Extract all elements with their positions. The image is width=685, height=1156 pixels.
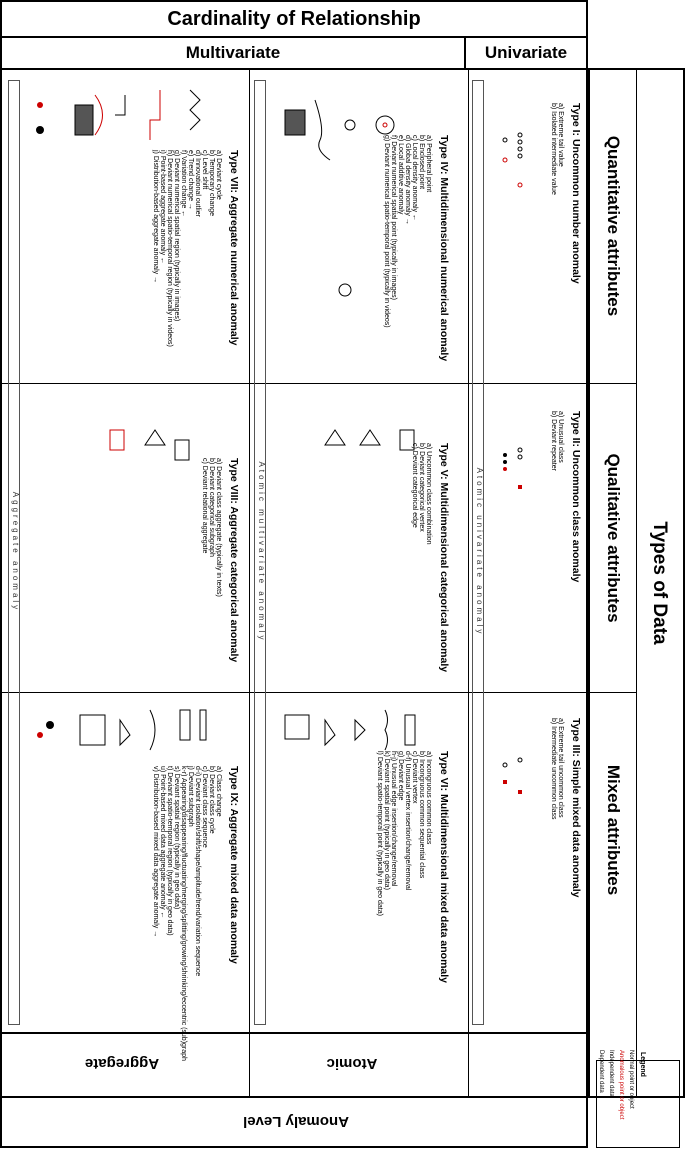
type-4-item: g) Deviant numerical spatio-temporal point (typically in videos): [383, 135, 390, 328]
type-9-item: j) Deviant subgraph: [187, 766, 194, 827]
type-9-item: v) Distribution-based mixed data aggregate anomaly →: [152, 766, 159, 938]
type-4-item: c) Local density anomaly ←: [411, 135, 418, 221]
type-7-item: d) Innovational outlier: [194, 150, 201, 217]
type-9-item: d-i) Deviant isolation/shift/shape/amplitude/trend/variation sequence: [194, 766, 201, 977]
type-1-illustration: [503, 133, 522, 187]
type-1-item: a) Extreme tail value: [557, 103, 564, 167]
header-title: Cardinality of Relationship: [167, 7, 421, 30]
type-9-illustration: [37, 710, 206, 750]
type-7-item: h) Deviant numerical spatio-temporal region (typically in videos): [166, 150, 173, 347]
type-4-title: Type IV: Multidimensional numerical anomaly: [438, 135, 450, 362]
legend-independent: Independent data: [608, 1050, 614, 1097]
type-8-item: b) Deviant categorical subgraph: [208, 458, 215, 557]
type-7-item: j) Distribution-based aggregate anomaly →: [152, 150, 159, 284]
type-5-title: Type V: Multidimensional categorical anomaly: [438, 443, 450, 673]
type-4-item: e) Local additive anomaly: [397, 135, 404, 215]
legend-dependent: Dependent data: [598, 1050, 604, 1093]
type-7-item: f) Variation change ←: [180, 150, 187, 218]
aggregate-label: Aggregate: [84, 1055, 160, 1072]
type-9-item: u) Point-based mixed data aggregate anomaly ←: [159, 766, 166, 919]
type-9-title: Type IX: Aggregate mixed data anomaly: [228, 766, 240, 964]
type-3-title: Type III: Simple mixed data anomaly: [570, 718, 582, 898]
types-of-data-label: Types of Data: [649, 521, 670, 645]
type-9-item: b) Deviant class cycle: [208, 766, 215, 834]
type-5-item: c) Deviant categorical edge: [411, 443, 418, 528]
type-7-illustration: [36, 90, 200, 140]
legend-anomalous: Anomalous point or object: [618, 1050, 624, 1120]
type-7-item: e) Trend change →: [187, 150, 194, 210]
type-8-title: Type VIII: Aggregate categorical anomaly: [228, 458, 240, 663]
type-4-item: f) Deviant numerical spatial point (typically in images): [390, 135, 397, 300]
type-8-illustration: [110, 430, 189, 460]
type-9-item: s) Deviant spatial region (typically in geo data): [173, 766, 180, 910]
type-6-item: k) Deviant spatial point (typically in geo data): [383, 751, 390, 890]
type-7-item: i) Point-based aggregate anomaly ←: [159, 150, 166, 265]
type-1-title: Type I: Uncommon number anomaly: [570, 103, 582, 284]
type-3-item: b) Intermediate uncommon class: [550, 718, 557, 820]
type-6-item: d-f) Unusual vertex insertion/change/removal: [404, 751, 411, 891]
type-6-item: l) Deviant spatio-temporal point (typically in geo data): [376, 751, 383, 916]
type-5-item: b) Deviant categorical vertex: [418, 443, 425, 532]
type-7-title: Type VII: Aggregate numerical anomaly: [228, 150, 240, 346]
type-7-item: b) Temporary change: [208, 150, 215, 217]
type-9-item: a) Class change: [215, 766, 222, 817]
type-1-item: b) Isolated intermediate value: [550, 103, 557, 195]
type-6-item: h-j) Unusual edge insertion/change/removal: [390, 751, 397, 887]
multivariate-label: Multivariate: [185, 43, 281, 62]
type-3-illustration: [503, 758, 522, 794]
atomic-label: Atomic: [326, 1055, 378, 1072]
type-2-illustration: [503, 448, 522, 489]
type-4-item: a) Peripheral point: [425, 135, 432, 193]
type-6-item: c) Deviant vertex: [411, 751, 418, 804]
type-9-item: t) Deviant spatio-temporal region (typically in geo data): [166, 766, 173, 936]
type-9-item: c) Deviant class sequence: [201, 766, 208, 848]
type-2-item: a) Unusual class: [557, 411, 564, 463]
type-9-item: k-r) Appearing/disappearing/fluctuating/merging/splitting/growing/shrinking/eccentric (sub)graph: [180, 766, 187, 1061]
type-4-item: b) Enclosed point: [418, 135, 425, 190]
type-3-item: a) Extreme tail uncommon class: [557, 718, 564, 818]
mixed-label: Mixed attributes: [604, 764, 623, 896]
type-6-illustration: [285, 710, 415, 750]
type-6-item: a) Incongruous common class: [425, 751, 432, 845]
type-6-item: g) Deviant edge: [397, 751, 404, 801]
type-6-item: b) Incongruous common sequential class: [418, 751, 425, 879]
legend-normal: Normal point or object: [628, 1050, 634, 1109]
type-2-item: b) Deviant repeater: [550, 411, 557, 471]
strip-label: Atomic multivariate anomaly: [257, 461, 266, 643]
type-2-title: Type II: Uncommon class anomaly: [570, 411, 582, 583]
type-5-item: a) Uncommon class combination: [425, 443, 432, 545]
type-5-illustration: [325, 430, 414, 450]
legend-title: Legend: [639, 1052, 646, 1077]
strip-label: Atomic univariate anomaly: [475, 467, 484, 637]
quantitative-label: Quantitative attributes: [604, 135, 623, 317]
anomaly-level-label: Anomaly Level: [243, 1113, 349, 1130]
univariate-label: Univariate: [484, 43, 568, 62]
type-7-item: g) Deviant numerical spatial region (typically in images): [173, 150, 180, 322]
type-4-item: d) Global density anomaly →: [404, 135, 411, 225]
type-8-item: a) Deviant class aggregate (typically in texts): [215, 458, 222, 597]
type-7-item: a) Deviant cycle: [215, 150, 222, 200]
type-6-title: Type VI: Multidimensional mixed data anomaly: [438, 751, 450, 984]
type-7-item: c) Level shift: [201, 150, 208, 190]
type-4-illustration: [285, 100, 394, 296]
qualitative-label: Qualitative attributes: [604, 453, 623, 623]
type-8-item: c) Deviant relational aggregate: [201, 458, 208, 554]
strip-label: Aggregate anomaly: [11, 491, 20, 613]
